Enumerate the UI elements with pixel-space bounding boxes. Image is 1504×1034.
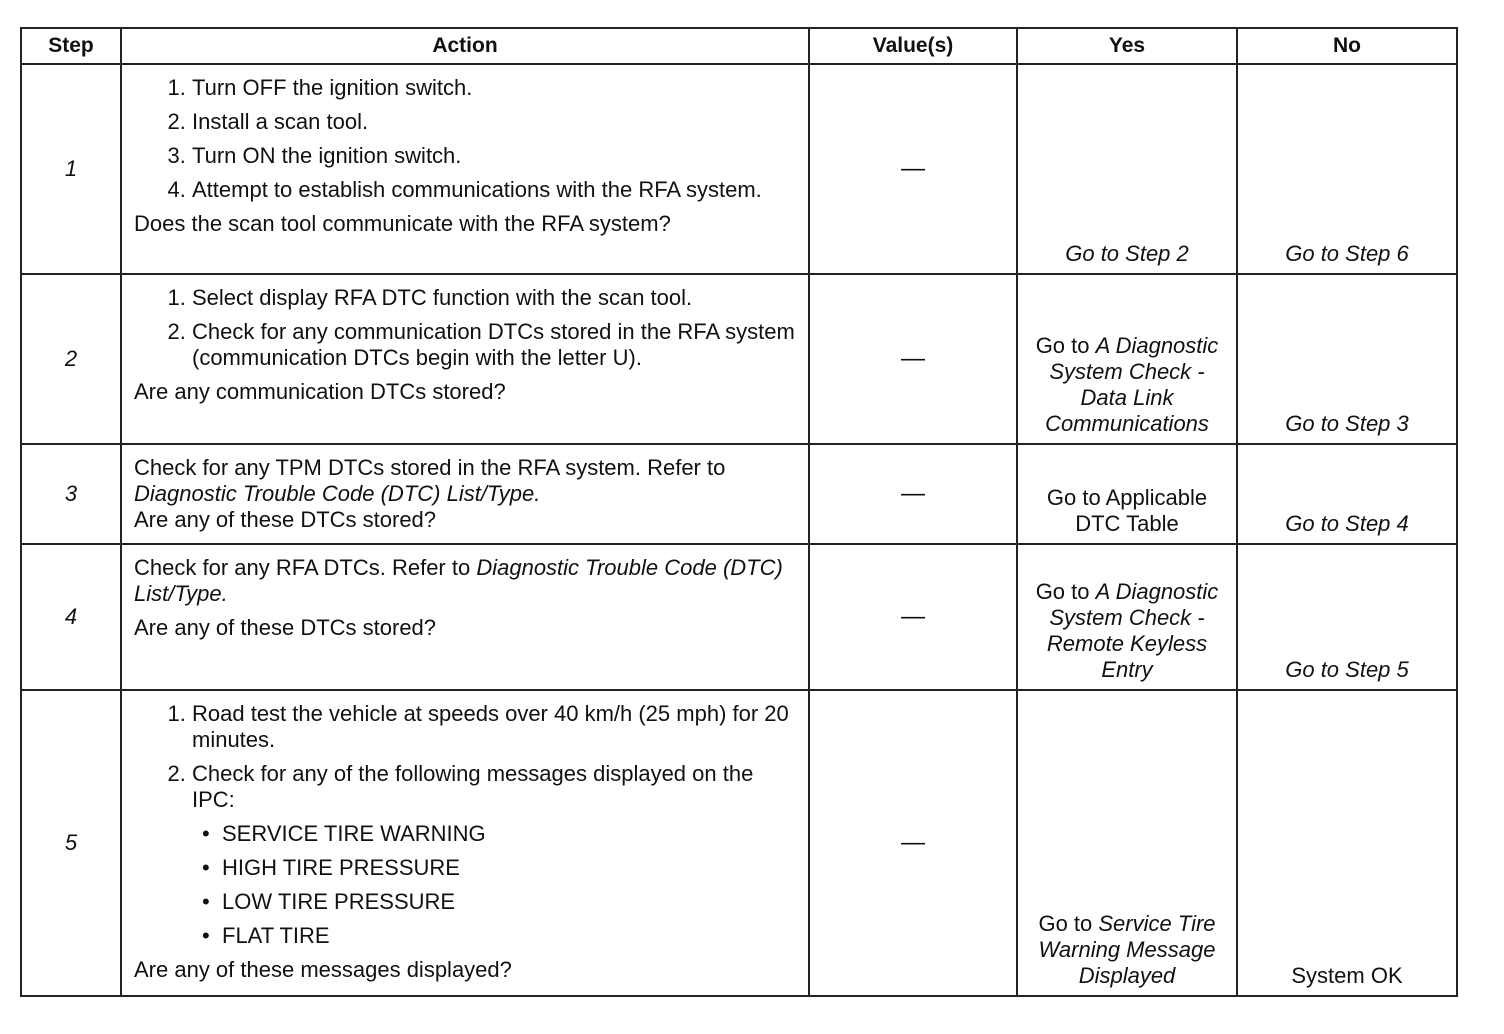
table-row bbox=[21, 444, 1457, 544]
value-cell: — bbox=[809, 544, 1017, 690]
no-link[interactable]: Go to Step 5 bbox=[1285, 657, 1409, 682]
action-item: 1. Select display RFA DTC function with the scan tool. bbox=[192, 285, 796, 311]
yes-text: Go to Applicable DTC Table bbox=[1046, 485, 1208, 536]
step-number: 2 bbox=[21, 274, 121, 444]
action-text: Check for any TPM DTCs stored in the RFA system. Refer to bbox=[134, 455, 726, 480]
action-cell bbox=[121, 544, 809, 690]
message-list bbox=[134, 821, 796, 949]
header-no: No bbox=[1237, 28, 1457, 64]
action-cell bbox=[121, 274, 809, 444]
action-question: Are any of these DTCs stored? bbox=[134, 507, 437, 532]
action-text: Check for any RFA DTCs. Refer to bbox=[134, 555, 477, 580]
no-link[interactable]: Go to Step 6 bbox=[1285, 241, 1409, 266]
action-item: 3. Turn ON the ignition switch. bbox=[192, 143, 796, 169]
no-link[interactable]: Go to Step 4 bbox=[1285, 511, 1409, 536]
diagnostic-table bbox=[20, 27, 1458, 997]
action-cell bbox=[121, 444, 809, 544]
action-question: Are any communication DTCs stored? bbox=[134, 379, 506, 404]
action-list bbox=[134, 701, 796, 813]
header-step: Step bbox=[21, 28, 121, 64]
message-item: • LOW TIRE PRESSURE bbox=[224, 889, 796, 915]
yes-link[interactable]: A Diagnostic System Check - Data Link Communications bbox=[1045, 333, 1219, 436]
action-reference-link[interactable]: Diagnostic Trouble Code (DTC) List/Type. bbox=[134, 555, 783, 606]
step-number: 1 bbox=[21, 64, 121, 274]
yes-prefix: Go to bbox=[1035, 333, 1096, 358]
action-cell bbox=[121, 690, 809, 996]
action-question: Are any of these DTCs stored? bbox=[134, 615, 437, 640]
table-row bbox=[21, 64, 1457, 274]
no-link[interactable]: Go to Step 3 bbox=[1285, 411, 1409, 436]
header-yes: Yes bbox=[1017, 28, 1237, 64]
header-values: Value(s) bbox=[809, 28, 1017, 64]
yes-link[interactable]: Go to Step 2 bbox=[1065, 241, 1189, 266]
message-item: • FLAT TIRE bbox=[224, 923, 796, 949]
yes-prefix: Go to bbox=[1035, 579, 1096, 604]
header-row bbox=[21, 28, 1457, 64]
action-question: Are any of these messages displayed? bbox=[134, 957, 512, 982]
no-cell bbox=[1237, 274, 1457, 444]
no-cell bbox=[1237, 544, 1457, 690]
action-item: 2. Install a scan tool. bbox=[192, 109, 796, 135]
table-row bbox=[21, 690, 1457, 996]
header-action: Action bbox=[121, 28, 809, 64]
action-list bbox=[134, 285, 796, 371]
table-row bbox=[21, 274, 1457, 444]
value-cell: — bbox=[809, 64, 1017, 274]
table-row bbox=[21, 544, 1457, 690]
action-item: 1. Road test the vehicle at speeds over 40 km/h (25 mph) for 20 minutes. bbox=[192, 701, 796, 753]
action-item: 2. Check for any of the following messages displayed on the IPC: bbox=[192, 761, 796, 813]
action-item: 4. Attempt to establish communications with the RFA system. bbox=[192, 177, 796, 203]
step-number: 4 bbox=[21, 544, 121, 690]
value-cell: — bbox=[809, 690, 1017, 996]
action-item: 2. Check for any communication DTCs stored in the RFA system (communication DTCs begin with the letter U). bbox=[192, 319, 796, 371]
step-number: 5 bbox=[21, 690, 121, 996]
action-cell bbox=[121, 64, 809, 274]
yes-link[interactable]: Service Tire Warning Message Displayed bbox=[1038, 911, 1216, 988]
value-cell: — bbox=[809, 444, 1017, 544]
action-reference-link[interactable]: Diagnostic Trouble Code (DTC) List/Type. bbox=[134, 481, 541, 506]
yes-cell bbox=[1017, 544, 1237, 690]
no-text: System OK bbox=[1291, 963, 1403, 988]
no-cell bbox=[1237, 64, 1457, 274]
yes-link[interactable]: A Diagnostic System Check - Remote Keyless Entry bbox=[1046, 579, 1219, 682]
message-item: • SERVICE TIRE WARNING bbox=[224, 821, 796, 847]
action-item: 1. Turn OFF the ignition switch. bbox=[192, 75, 796, 101]
step-number: 3 bbox=[21, 444, 121, 544]
message-item: • HIGH TIRE PRESSURE bbox=[224, 855, 796, 881]
yes-cell bbox=[1017, 444, 1237, 544]
yes-prefix: Go to bbox=[1038, 911, 1099, 936]
yes-cell bbox=[1017, 274, 1237, 444]
yes-cell bbox=[1017, 690, 1237, 996]
action-question: Does the scan tool communicate with the RFA system? bbox=[134, 211, 671, 236]
action-list bbox=[134, 75, 796, 203]
no-cell bbox=[1237, 690, 1457, 996]
yes-cell bbox=[1017, 64, 1237, 274]
value-cell: — bbox=[809, 274, 1017, 444]
no-cell bbox=[1237, 444, 1457, 544]
